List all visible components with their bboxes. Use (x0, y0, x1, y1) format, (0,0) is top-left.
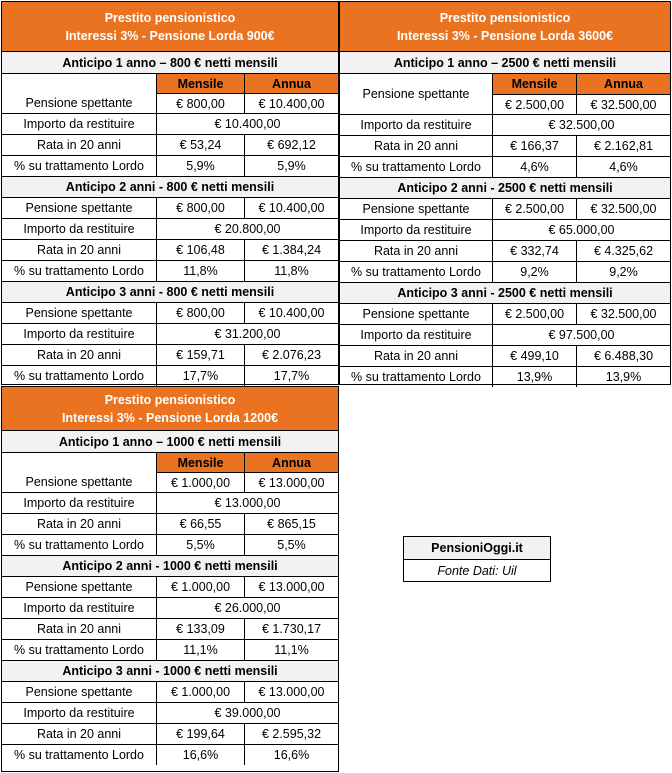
value-annua: 4,6% (609, 160, 638, 174)
value-mensile: € 332,74 (493, 241, 577, 261)
row-label: Rata in 20 anni (340, 136, 493, 156)
value-mensile: 5,5% (157, 535, 245, 555)
rata-row (340, 135, 670, 156)
value-annua: 11,1% (274, 643, 309, 657)
row-label: Importo da restituire (2, 598, 157, 618)
value-annua: 11,8% (274, 264, 309, 278)
value-annua: € 32.500,00 (590, 97, 657, 112)
column-header-row (493, 74, 670, 95)
pension-row (2, 681, 338, 702)
row-label: Importo da restituire (340, 220, 493, 240)
row-label: Importo da restituire (2, 703, 157, 723)
value-importo: € 65.000,00 (548, 223, 615, 237)
value-mensile: € 166,37 (493, 136, 577, 156)
percent-row (340, 261, 670, 282)
row-label: % su trattamento Lordo (340, 157, 493, 177)
table-body (340, 52, 670, 387)
row-label: Importo da restituire (2, 219, 157, 239)
value-annua: 9,2% (609, 265, 638, 279)
row-label: Importo da restituire (2, 493, 157, 513)
value-mensile: € 800,00 (157, 198, 245, 218)
value-annua: € 10.400,00 (258, 201, 325, 215)
section-heading (2, 281, 338, 302)
section-heading (2, 431, 338, 452)
value-annua: € 2.076,23 (261, 348, 322, 362)
row-label: Pensione spettante (2, 682, 157, 702)
row-label: Pensione spettante (2, 303, 157, 323)
importo-row (340, 324, 670, 345)
row-label: Rata in 20 anni (2, 514, 157, 534)
value-mensile: € 800,00 (157, 303, 245, 323)
percent-row (340, 156, 670, 177)
section-heading-text: Anticipo 1 anno – 800 € netti mensili (62, 55, 278, 70)
row-label: Pensione spettante (340, 199, 493, 219)
section-heading (340, 177, 670, 198)
row-label: % su trattamento Lordo (2, 366, 157, 386)
section-heading-text: Anticipo 2 anni - 800 € netti mensili (65, 180, 275, 194)
table-title: Prestito pensionistico (104, 10, 236, 25)
value-annua: € 1.730,17 (261, 622, 322, 636)
value-importo: € 97.500,00 (548, 328, 615, 342)
table-body (2, 431, 338, 765)
section-heading-text: Anticipo 3 anni - 1000 € netti mensili (62, 664, 278, 678)
value-annua: € 13.000,00 (245, 472, 338, 492)
table-body (2, 52, 338, 386)
column-header-row (2, 452, 338, 472)
value-mensile: 11,8% (157, 261, 245, 281)
value-mensile: € 2.500,00 (493, 95, 577, 114)
value-mensile: € 199,64 (157, 724, 245, 744)
row-label: Rata in 20 anni (2, 240, 157, 260)
value-mensile: € 1.000,00 (157, 682, 245, 702)
pension-row (2, 197, 338, 218)
row-label: Pensione spettante (2, 198, 157, 218)
value-mensile: € 106,48 (157, 240, 245, 260)
value-annua: € 2.162,81 (593, 139, 654, 153)
value-mensile: 4,6% (493, 157, 577, 177)
importo-row (2, 597, 338, 618)
section-heading-text: Anticipo 1 anno – 1000 € netti mensili (58, 434, 282, 449)
section-heading-text: Anticipo 2 anni - 1000 € netti mensili (62, 559, 278, 573)
section-heading (340, 282, 670, 303)
importo-row (2, 113, 338, 134)
table-header (340, 2, 670, 52)
row-label: Importo da restituire (2, 114, 157, 134)
row-label: % su trattamento Lordo (2, 640, 157, 660)
column-header-row (2, 73, 338, 93)
pension-value-row (493, 95, 670, 114)
percent-row (2, 365, 338, 386)
table-title: Prestito pensionistico (439, 10, 571, 25)
value-annua: € 6.488,30 (593, 349, 654, 363)
empty-cell (2, 453, 157, 472)
column-header-mensile: Mensile (157, 74, 245, 93)
value-importo: € 20.800,00 (214, 222, 281, 236)
importo-row (340, 114, 670, 135)
pension-row (2, 302, 338, 323)
value-mensile: 11,1% (157, 640, 245, 660)
rata-row (340, 345, 670, 366)
row-label: % su trattamento Lordo (340, 262, 493, 282)
value-annua: 17,7% (273, 369, 310, 383)
section-heading-text: Anticipo 1 anno – 2500 € netti mensili (393, 55, 617, 70)
value-mensile: 9,2% (493, 262, 577, 282)
value-annua: € 32.500,00 (590, 307, 657, 321)
percent-row (2, 744, 338, 765)
column-header-annua: Annua (245, 74, 338, 93)
value-mensile: 5,9% (157, 156, 245, 176)
importo-row (2, 492, 338, 513)
value-mensile: € 133,09 (157, 619, 245, 639)
table-pensione-900 (1, 1, 339, 385)
table-subtitle: Interessi 3% - Pensione Lorda 3600€ (396, 28, 614, 43)
table-header (2, 2, 338, 52)
table-pensione-3600 (339, 1, 671, 385)
row-label: % su trattamento Lordo (2, 156, 157, 176)
table-title: Prestito pensionistico (104, 392, 236, 407)
value-annua: 5,5% (277, 538, 306, 552)
value-mensile: 17,7% (157, 366, 245, 386)
column-header-annua: Annua (577, 74, 670, 94)
row-label: % su trattamento Lordo (2, 261, 157, 281)
value-mensile: 13,9% (493, 367, 577, 387)
importo-row (340, 219, 670, 240)
row-label: % su trattamento Lordo (2, 535, 157, 555)
value-annua: € 2.595,32 (261, 727, 322, 741)
section-heading (2, 555, 338, 576)
value-annua: € 10.400,00 (258, 306, 325, 320)
value-mensile: € 159,71 (157, 345, 245, 365)
value-mensile: € 53,24 (157, 135, 245, 155)
importo-row (2, 323, 338, 344)
percent-row (2, 534, 338, 555)
pension-row (340, 198, 670, 219)
percent-row (340, 366, 670, 387)
table-subtitle: Interessi 3% - Pensione Lorda 900€ (65, 28, 275, 43)
column-header-mensile: Mensile (157, 453, 245, 472)
pension-block (340, 73, 670, 114)
section-heading-text: Anticipo 3 anni - 800 € netti mensili (65, 285, 275, 299)
value-mensile: € 1.000,00 (157, 472, 245, 492)
value-annua: € 4.325,62 (593, 244, 654, 258)
row-label: Rata in 20 anni (340, 241, 493, 261)
value-annua: € 692,12 (267, 138, 316, 152)
pension-row (2, 93, 338, 113)
section-heading (2, 660, 338, 681)
value-mensile: € 1.000,00 (157, 577, 245, 597)
section-heading-text: Anticipo 2 anni - 2500 € netti mensili (397, 181, 613, 195)
rata-row (2, 239, 338, 260)
importo-row (2, 702, 338, 723)
row-label: Pensione spettante (2, 93, 157, 113)
value-mensile: € 800,00 (157, 93, 245, 113)
row-label: % su trattamento Lordo (340, 367, 493, 387)
value-importo: € 32.500,00 (548, 118, 615, 132)
pension-values (493, 74, 670, 114)
rata-row (2, 134, 338, 155)
pension-row (2, 576, 338, 597)
value-mensile: 16,6% (157, 745, 245, 765)
value-annua: € 32.500,00 (590, 202, 657, 216)
column-header-mensile: Mensile (493, 74, 577, 94)
table-header (2, 387, 338, 431)
value-annua: 5,9% (277, 159, 306, 173)
row-label: Importo da restituire (340, 325, 493, 345)
rata-row (2, 344, 338, 365)
row-label: Pensione spettante (2, 472, 157, 492)
rata-row (340, 240, 670, 261)
row-label: Pensione spettante (2, 577, 157, 597)
value-annua: 16,6% (273, 748, 310, 762)
value-mensile: € 2.500,00 (493, 304, 577, 324)
value-mensile: € 66,55 (157, 514, 245, 534)
value-annua: € 865,15 (267, 517, 316, 531)
section-heading (340, 52, 670, 73)
row-label: Rata in 20 anni (2, 619, 157, 639)
empty-cell (2, 74, 157, 93)
rata-row (2, 618, 338, 639)
value-mensile: € 499,10 (493, 346, 577, 366)
rata-row (2, 723, 338, 744)
section-heading (2, 176, 338, 197)
value-annua: € 10.400,00 (245, 93, 338, 113)
table-pensione-1200 (1, 386, 339, 772)
column-header-annua: Annua (245, 453, 338, 472)
value-importo: € 39.000,00 (214, 706, 281, 720)
row-label: Importo da restituire (340, 115, 493, 135)
source-box (403, 536, 551, 582)
section-heading-text: Anticipo 3 anni - 2500 € netti mensili (397, 286, 613, 300)
pension-row (2, 472, 338, 492)
percent-row (2, 260, 338, 281)
row-label: Importo da restituire (2, 324, 157, 344)
row-label: Rata in 20 anni (340, 346, 493, 366)
value-mensile: € 2.500,00 (493, 199, 577, 219)
value-annua: € 1.384,24 (261, 243, 322, 257)
row-label: Rata in 20 anni (2, 345, 157, 365)
value-importo: € 31.200,00 (214, 327, 281, 341)
source-label: Fonte Dati: Uil (437, 564, 517, 578)
value-annua: 13,9% (605, 370, 642, 384)
value-importo: € 10.400,00 (214, 117, 281, 131)
row-label: Pensione spettante (340, 74, 493, 114)
pension-row (340, 303, 670, 324)
importo-row (2, 218, 338, 239)
row-label: Rata in 20 anni (2, 724, 157, 744)
brand-label: PensioniOggi.it (404, 537, 550, 560)
row-label: Pensione spettante (340, 304, 493, 324)
value-importo: € 13.000,00 (214, 496, 281, 510)
section-heading (2, 52, 338, 73)
value-importo: € 26.000,00 (214, 601, 281, 615)
value-annua: € 13.000,00 (258, 580, 325, 594)
percent-row (2, 639, 338, 660)
value-annua: € 13.000,00 (258, 685, 325, 699)
row-label: % su trattamento Lordo (2, 745, 157, 765)
percent-row (2, 155, 338, 176)
row-label: Rata in 20 anni (2, 135, 157, 155)
table-subtitle: Interessi 3% - Pensione Lorda 1200€ (61, 410, 279, 425)
rata-row (2, 513, 338, 534)
